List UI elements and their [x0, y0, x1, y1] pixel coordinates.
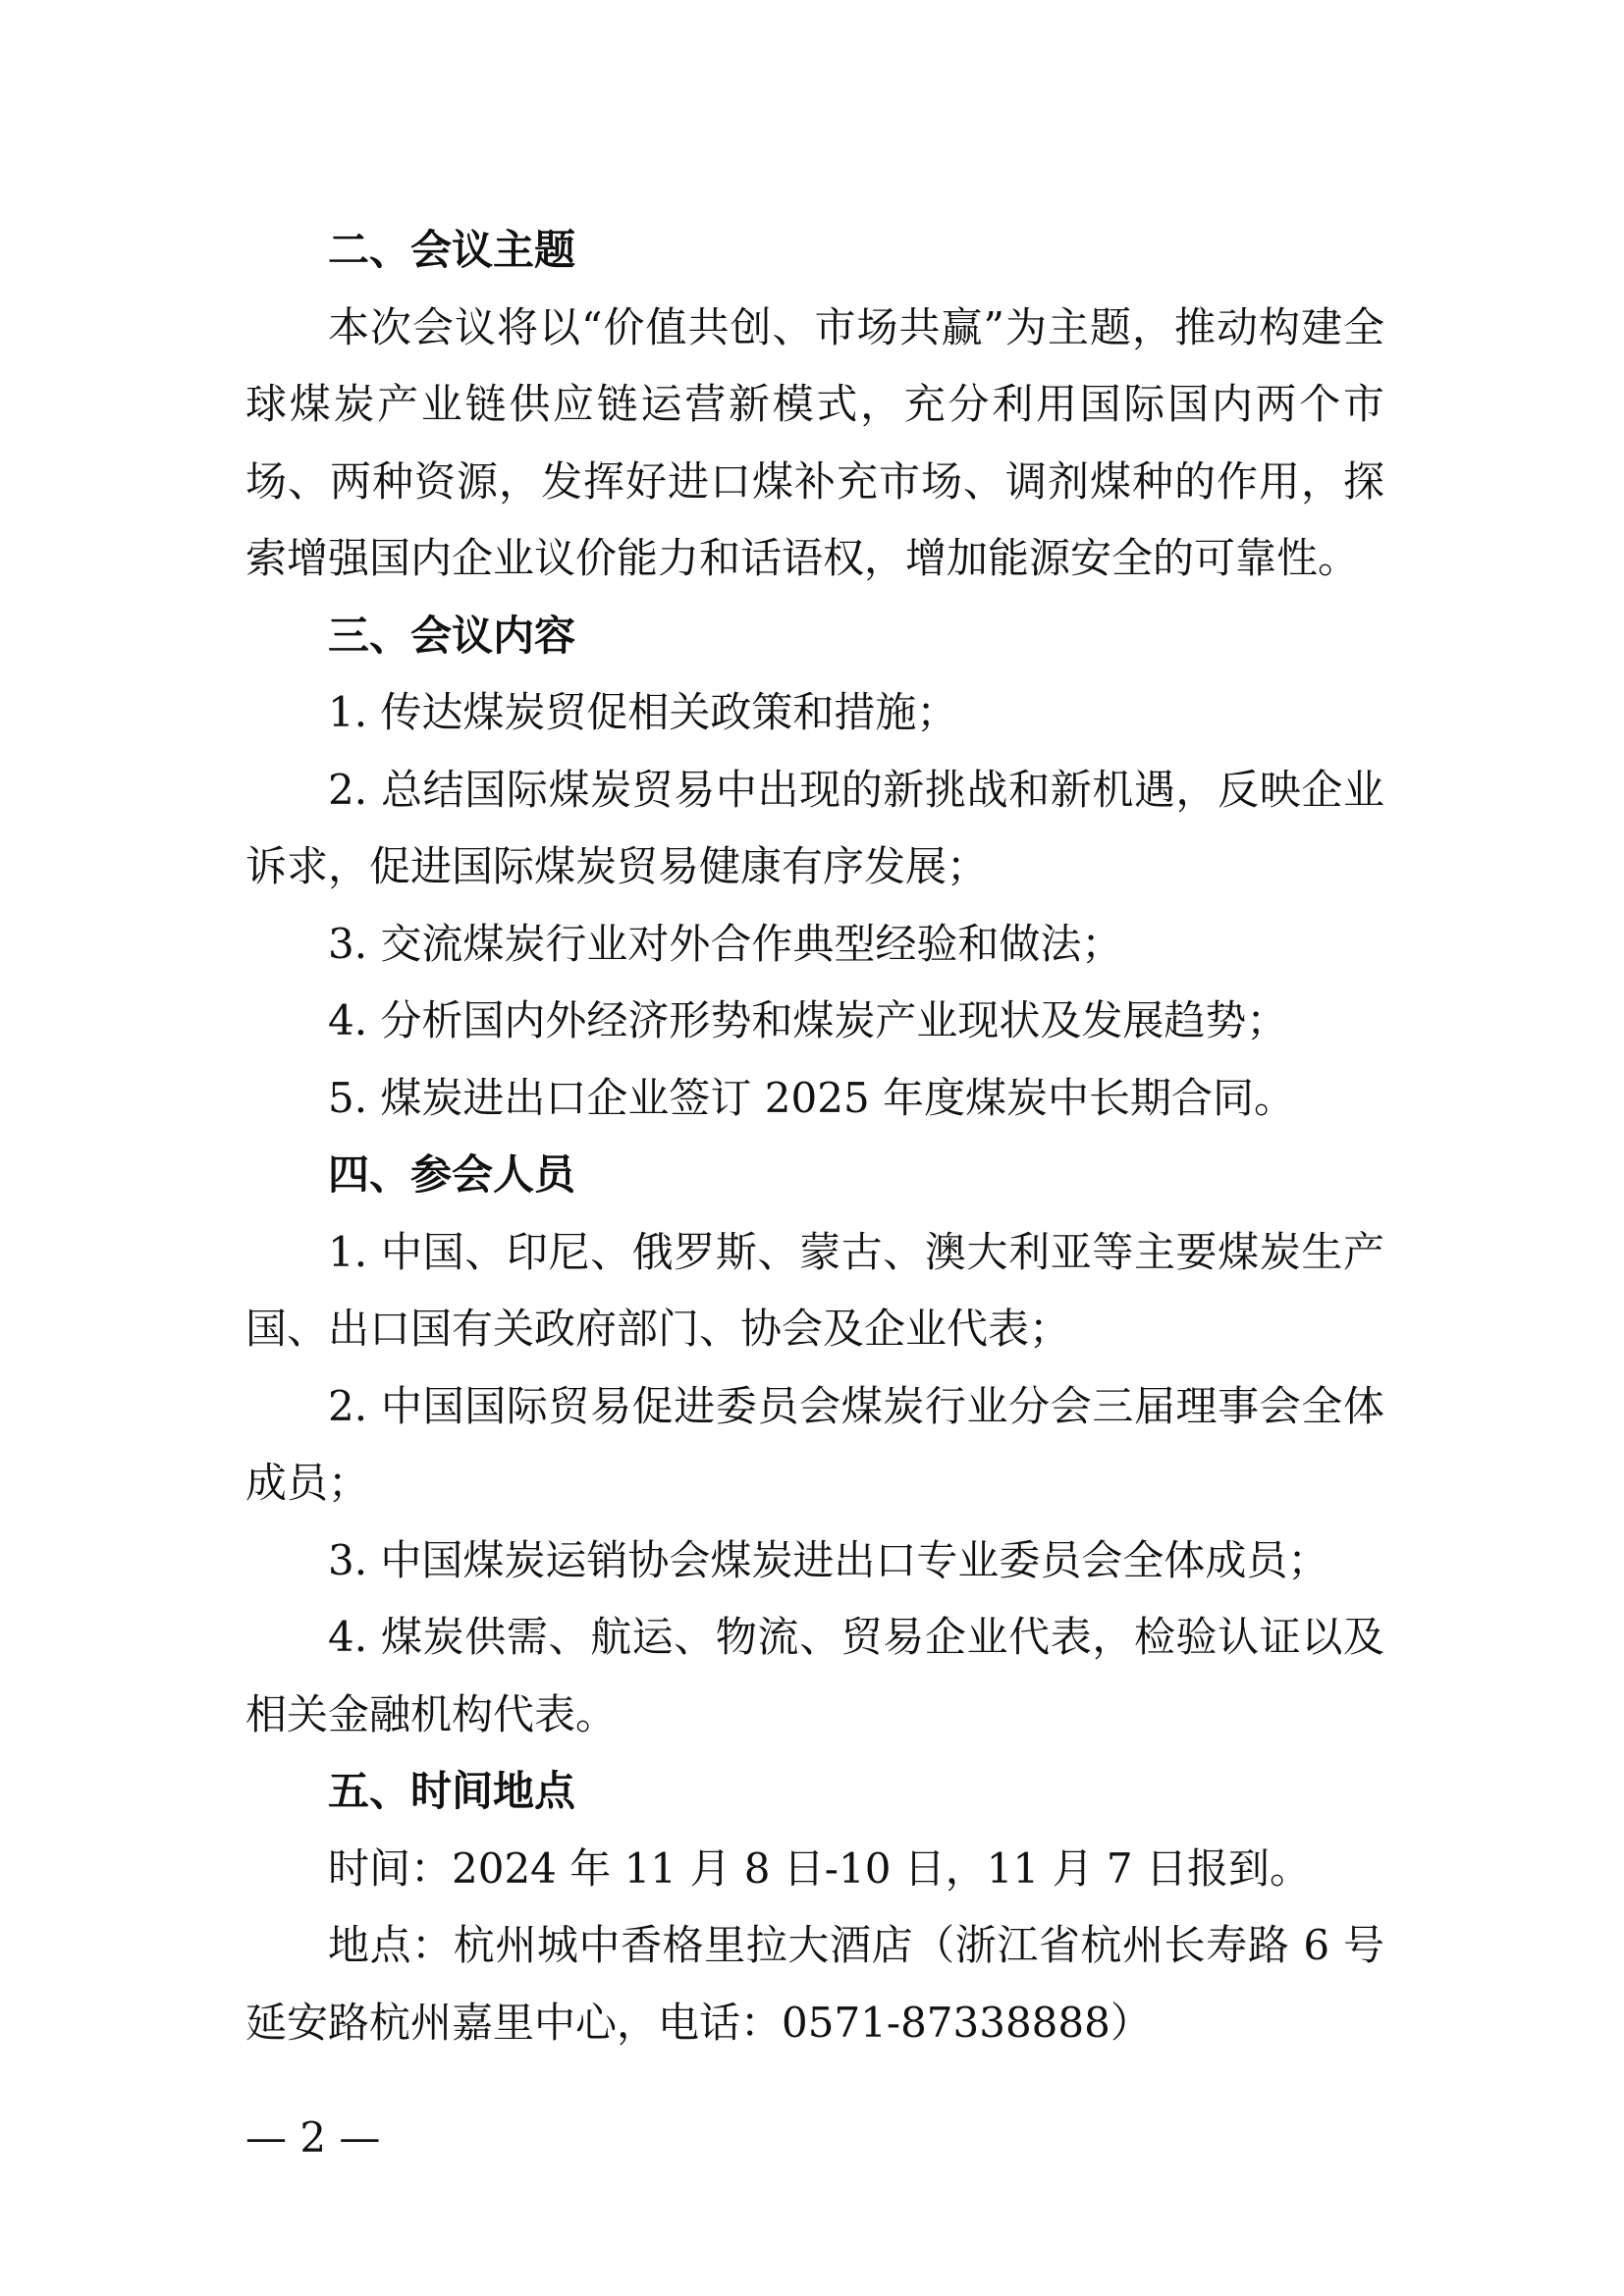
list-item: 3. 中国煤炭运销协会煤炭进出口专业委员会全体成员；	[328, 1535, 1329, 1584]
paragraph-line: 球煤炭产业链供应链运营新模式，充分利用国际国内两个市	[245, 380, 1384, 428]
paragraph-line: 本次会议将以“价值共创、市场共赢”为主题，推动构建全	[328, 302, 1384, 351]
meeting-time: 时间：2024 年 11 月 8 日-10 日，11 月 7 日报到。	[328, 1843, 1312, 1893]
section-heading-time-place: 五、时间地点	[328, 1767, 576, 1815]
section-heading-content: 三、会议内容	[328, 611, 576, 660]
list-item: 2. 中国国际贸易促进委员会煤炭行业分会三届理事会全体	[328, 1381, 1384, 1430]
list-item-continuation: 成员；	[245, 1459, 370, 1507]
list-item: 5. 煤炭进出口企业签订 2025 年度煤炭中长期合同。	[328, 1073, 1296, 1122]
paragraph-line: 索增强国内企业议价能力和话语权，增加能源安全的可靠性。	[245, 534, 1360, 582]
meeting-place-continuation: 延安路杭州嘉里中心，电话：0571-87338888）	[245, 1998, 1152, 2047]
list-item: 4. 分析国内外经济形势和煤炭产业现状及发展趋势；	[328, 996, 1288, 1044]
list-item-continuation: 相关金融机构代表。	[245, 1689, 618, 1738]
section-heading-participants: 四、参会人员	[328, 1150, 576, 1199]
list-item: 1. 传达煤炭贸促相关政策和措施；	[328, 688, 958, 736]
list-item-continuation: 诉求，促进国际煤炭贸易健康有序发展；	[245, 842, 989, 890]
list-item: 1. 中国、印尼、俄罗斯、蒙古、澳大利亚等主要煤炭生产	[328, 1227, 1384, 1276]
list-item: 3. 交流煤炭行业对外合作典型经验和做法；	[328, 919, 1123, 968]
document-body	[245, 212, 1384, 2061]
meeting-place: 地点：杭州城中香格里拉大酒店（浙江省杭州长寿路 6 号	[328, 1921, 1384, 1969]
page-number: — 2 —	[245, 2113, 381, 2162]
list-item: 2. 总结国际煤炭贸易中出现的新挑战和新机遇，反映企业	[328, 765, 1384, 814]
section-heading-theme: 二、会议主题	[328, 226, 576, 274]
paragraph-line: 场、两种资源，发挥好进口煤补充市场、调剂煤种的作用，探	[245, 456, 1384, 506]
list-item: 4. 煤炭供需、航运、物流、贸易企业代表，检验认证以及	[328, 1613, 1384, 1661]
list-item-continuation: 国、出口国有关政府部门、协会及企业代表；	[245, 1305, 1071, 1353]
